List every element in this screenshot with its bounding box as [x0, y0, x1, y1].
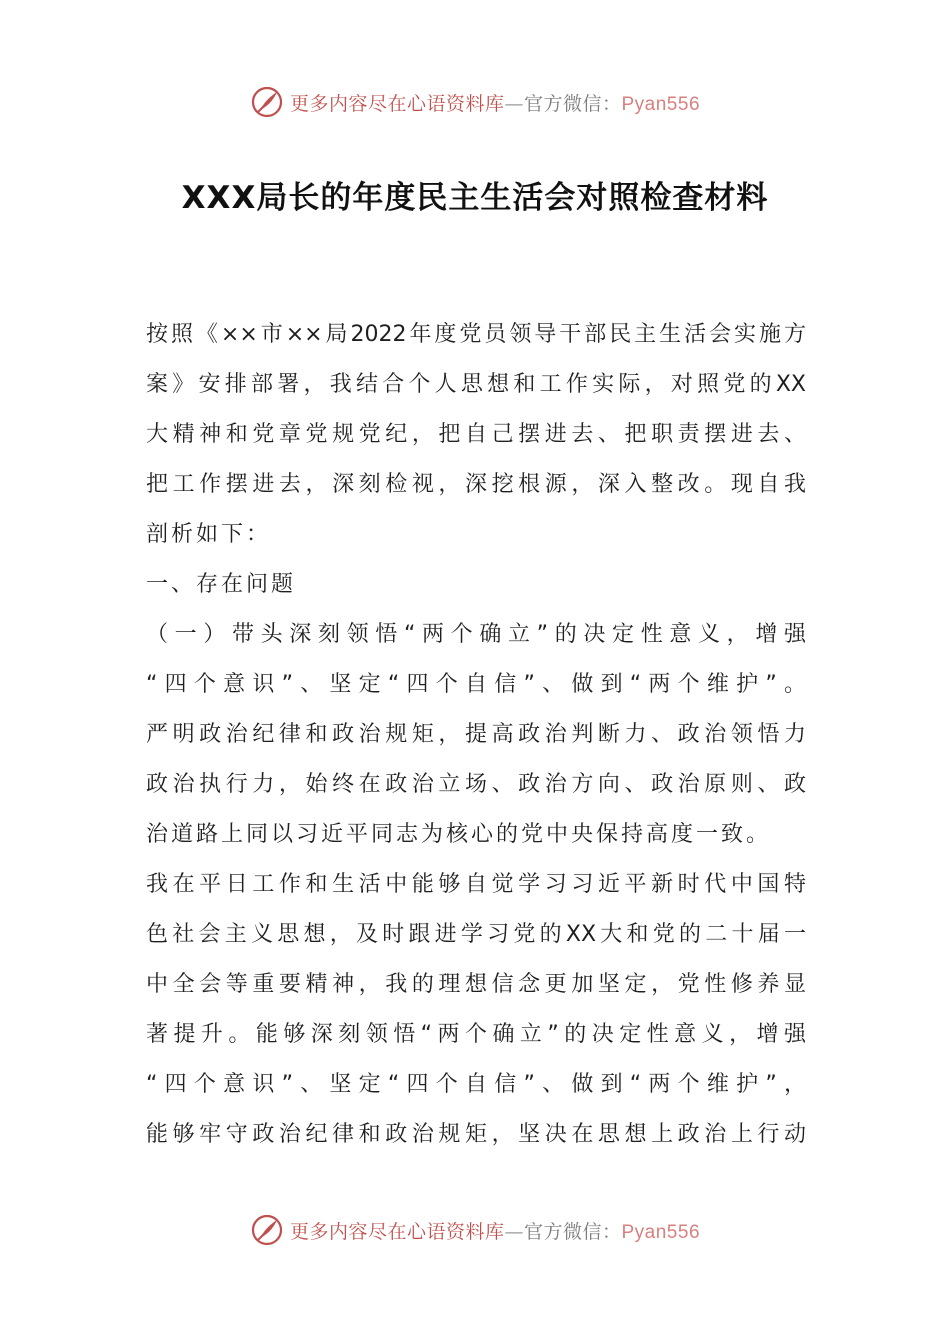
quill-logo-icon	[250, 1213, 284, 1247]
watermark-text	[290, 89, 700, 116]
watermark-label: 官方微信：	[523, 1220, 622, 1243]
watermark-separator: —	[504, 92, 524, 115]
body-line: “四个意识”、坚定“四个自信”、做到“两个维护”。	[146, 672, 806, 697]
body-line: （一）带头深刻领悟“两个确立”的决定性意义，增强	[146, 622, 806, 647]
watermark-banner-bottom	[0, 1210, 950, 1250]
watermark-banner-top	[0, 82, 950, 122]
body-line: 中全会等重要精神，我的理想信念更加坚定，党性修养显	[146, 972, 806, 997]
body-line: 剖析如下：	[146, 522, 272, 547]
body-line: 案》安排部署，我结合个人思想和工作实际，对照党的XX	[146, 372, 806, 397]
watermark-text	[290, 1217, 700, 1244]
watermark-separator: —	[504, 1220, 524, 1243]
quill-logo-icon	[250, 85, 284, 119]
document-body	[146, 310, 806, 1160]
body-line: 按照《××市××局2022年度党员领导干部民主生活会实施方	[146, 322, 806, 347]
body-line: 一、存在问题	[146, 572, 297, 597]
body-line: “四个意识”、坚定“四个自信”、做到“两个维护”，	[146, 1072, 806, 1097]
watermark-site-text: 更多内容尽在心语资料库	[289, 92, 505, 115]
watermark-site-text: 更多内容尽在心语资料库	[289, 1220, 505, 1243]
watermark-handle: Pyan556	[621, 93, 701, 115]
body-line: 色社会主义思想，及时跟进学习党的XX大和党的二十届一	[146, 922, 806, 947]
body-line: 治道路上同以习近平同志为核心的党中央保持高度一致。	[146, 822, 772, 847]
body-line: 大精神和党章党规党纪，把自己摆进去、把职责摆进去、	[146, 422, 806, 447]
watermark-handle: Pyan556	[621, 1221, 701, 1243]
body-line: 把工作摆进去，深刻检视，深挖根源，深入整改。现自我	[146, 472, 806, 497]
document-title: XXX局长的年度民主生活会对照检查材料	[181, 180, 769, 216]
body-line: 严明政治纪律和政治规矩，提高政治判断力、政治领悟力	[146, 722, 806, 747]
body-line: 我在平日工作和生活中能够自觉学习习近平新时代中国特	[146, 872, 806, 897]
body-line: 政治执行力，始终在政治立场、政治方向、政治原则、政	[146, 772, 806, 797]
watermark-label: 官方微信：	[523, 92, 622, 115]
body-line: 著提升。能够深刻领悟“两个确立”的决定性意义，增强	[146, 1022, 806, 1047]
body-line: 能够牢守政治纪律和政治规矩，坚决在思想上政治上行动	[146, 1122, 806, 1147]
